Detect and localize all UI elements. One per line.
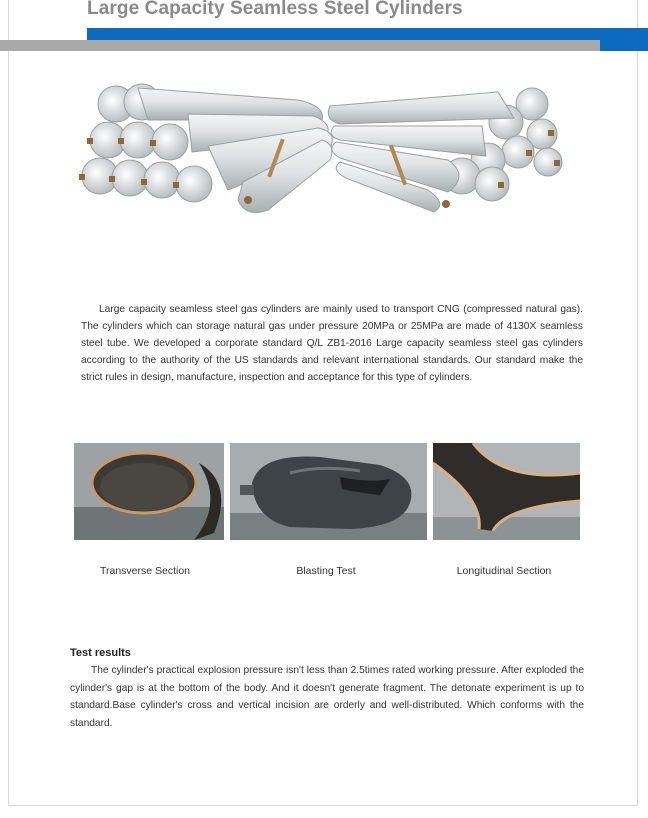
longitudinal-section-photo: [433, 443, 580, 540]
longitudinal-section-caption: Longitudinal Section: [456, 565, 552, 577]
blasting-test-photo: [230, 443, 427, 540]
test-results-paragraph: [70, 662, 584, 732]
test-results-text: The cylinder's practical explosion pressure isn't less than 2.5times rated working pressure. After exploded the cylinder's gap is at the bottom of the body. And it doesn't generate fragment. The detonate experiment is up to standard.Base cylinder's cross and vertical incision are orderly and well-distributed. Which conforms with the standard.: [70, 665, 584, 729]
stacked-gas-cylinders-image: [78, 80, 570, 230]
test-results-heading: Test results: [70, 647, 131, 659]
intro-paragraph: [81, 301, 583, 386]
transverse-section-caption: Transverse Section: [99, 565, 191, 577]
transverse-section-photo: [74, 443, 224, 540]
header-divider-bar: [0, 40, 600, 51]
header-accent-bar-tail: [600, 40, 648, 51]
blasting-test-caption: Blasting Test: [296, 565, 356, 577]
page-title: Large Capacity Seamless Steel Cylinders: [87, 0, 463, 19]
intro-text: Large capacity seamless steel gas cylinders are mainly used to transport CNG (compressed natural gas). The cylinders which can storage natural gas under pressure 20MPa or 25MPa are made of 4130X seamless steel tube. We developed a corporate standard Q/L ZB1-2016 Large capacity seamless steel gas cylinders according to the authority of the US standards and relevant international standards. Our standard make the strict rules in design, manufacture, inspection and acceptance for this type of cylinders.: [81, 304, 583, 383]
